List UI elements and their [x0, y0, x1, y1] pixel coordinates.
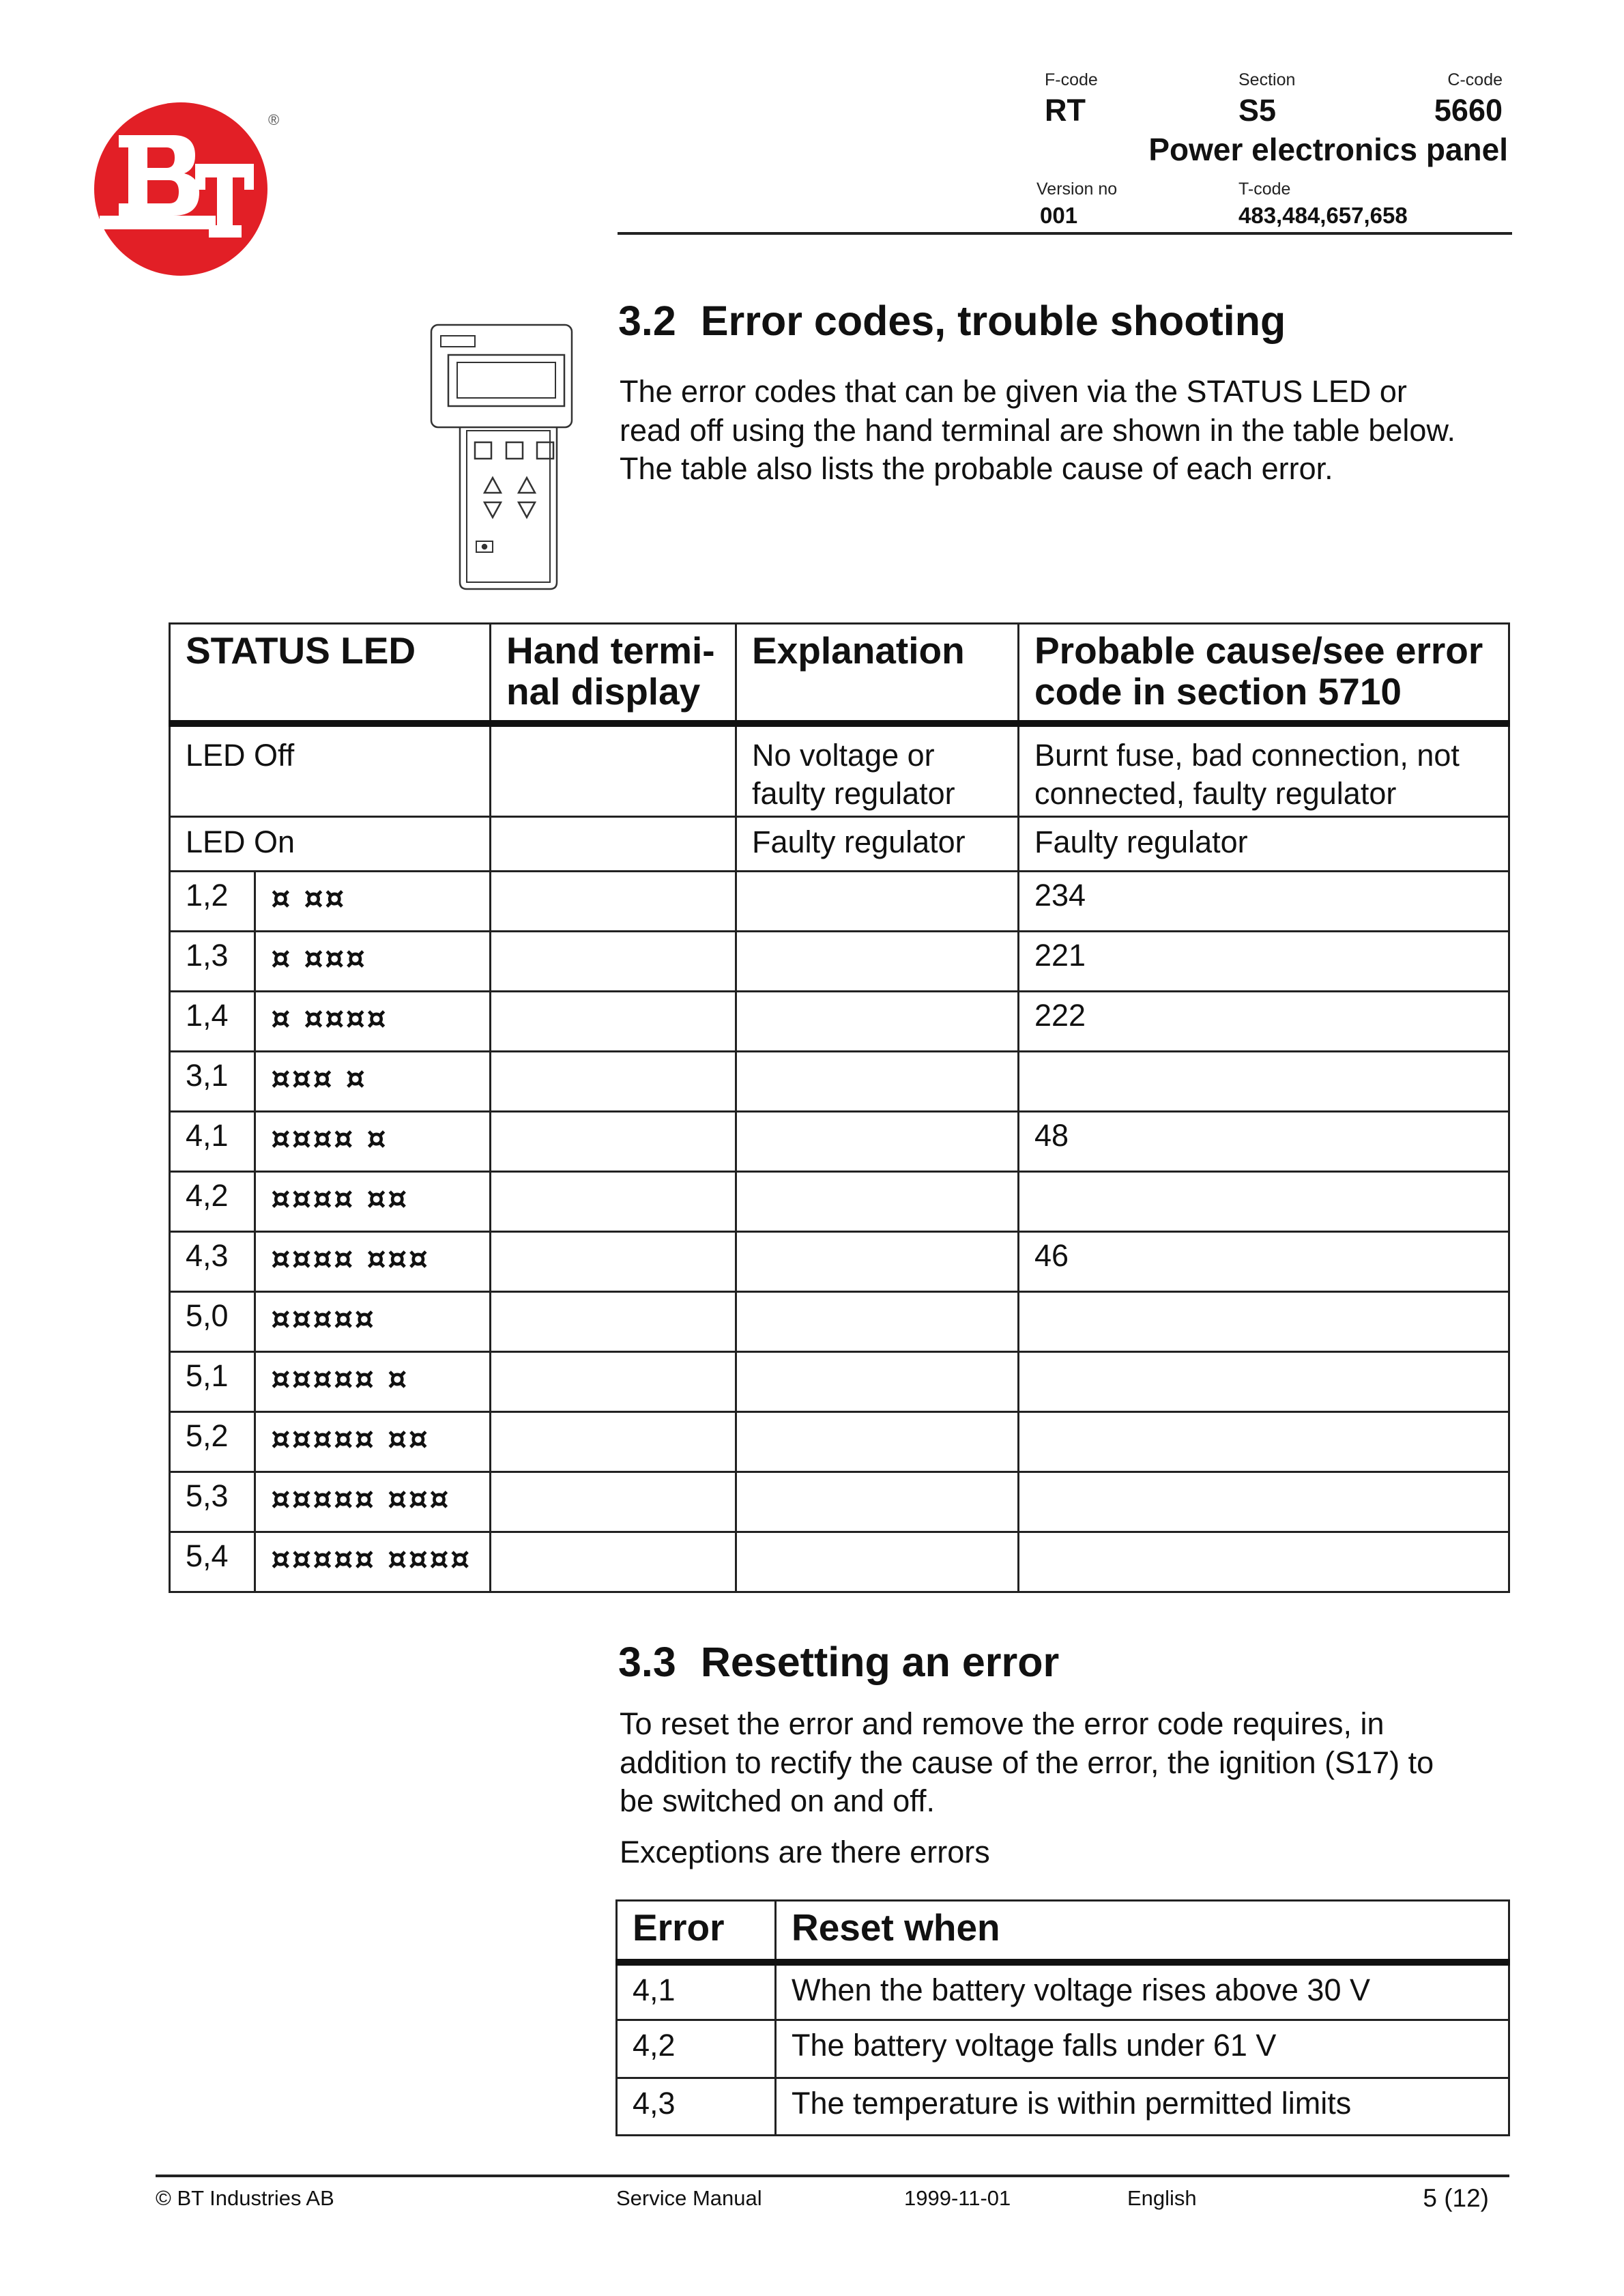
hand-terminal-cell [491, 1172, 736, 1232]
table-row [170, 817, 1509, 872]
error-code-cell: 5,2 [170, 1412, 255, 1472]
version-label: Version no [1036, 180, 1118, 199]
cause-cell [1019, 723, 1509, 817]
section-number: 3.2 [618, 298, 676, 344]
table-row [617, 1962, 1509, 2020]
header-hand-terminal [491, 624, 736, 723]
reset-when-cell: When the battery voltage rises above 30 V [776, 1962, 1509, 2020]
terminal-top-housing [431, 325, 572, 427]
table-row [170, 723, 1509, 817]
cell-line: Burnt fuse, bad connection, not [1034, 737, 1460, 773]
error-code-cell: 1,2 [170, 872, 255, 932]
header-error: Error [617, 1901, 776, 1962]
explanation-cell [736, 992, 1019, 1052]
header-line: Hand termi- [506, 629, 715, 672]
error-code-table [169, 622, 1510, 1593]
hand-terminal-cell [491, 1292, 736, 1352]
error-cell: 4,2 [617, 2020, 776, 2078]
table-row [170, 1352, 1509, 1412]
table-row [170, 1472, 1509, 1532]
cause-cell: 234 [1019, 872, 1509, 932]
paragraph-line: be switched on and off. [620, 1783, 935, 1818]
header-status-led: STATUS LED [170, 624, 491, 723]
section-title: Resetting an error [700, 1639, 1060, 1685]
header-reset-when: Reset when [776, 1901, 1509, 1962]
footer-copyright: © BT Industries AB [156, 2186, 334, 2210]
explanation-cell [736, 1292, 1019, 1352]
table-row [170, 1412, 1509, 1472]
blink-pattern-cell: ¤ ¤¤¤¤ [255, 992, 491, 1052]
blink-pattern-cell: ¤¤¤¤ ¤ [255, 1112, 491, 1172]
explanation-cell [736, 1412, 1019, 1472]
hand-terminal-cell [491, 1472, 736, 1532]
terminal-display-screen [457, 362, 555, 398]
section-number: 3.3 [618, 1639, 676, 1685]
footer-page-number: 5 (12) [1423, 2184, 1489, 2212]
explanation-cell [736, 723, 1019, 817]
paragraph-line: To reset the error and remove the error code requires, in [620, 1706, 1384, 1741]
paragraph-line: read off using the hand terminal are shown in the table below. [620, 412, 1455, 448]
section-3-2-heading [618, 297, 1286, 345]
section-3-3-paragraph [620, 1705, 1434, 1821]
section-title: Error codes, trouble shooting [700, 298, 1286, 344]
hand-terminal-cell [491, 872, 736, 932]
cause-cell [1019, 1352, 1509, 1412]
status-cell: LED On [170, 817, 491, 872]
explanation-cell [736, 1232, 1019, 1292]
table-row [170, 1532, 1509, 1592]
paragraph-line: The table also lists the probable cause of each error. [620, 451, 1333, 486]
table-row [617, 2078, 1509, 2136]
blink-pattern-cell: ¤ ¤¤¤ [255, 932, 491, 992]
cause-cell [1019, 1052, 1509, 1112]
cause-cell: 221 [1019, 932, 1509, 992]
blink-pattern-cell: ¤¤¤¤¤ [255, 1292, 491, 1352]
terminal-up-arrow-left [484, 478, 501, 493]
terminal-key-1 [475, 442, 491, 459]
reset-when-cell: The battery voltage falls under 61 V [776, 2020, 1509, 2078]
logo-underline [100, 216, 216, 229]
header-probable-cause [1019, 624, 1509, 723]
explanation-cell [736, 1472, 1019, 1532]
error-code-cell: 5,1 [170, 1352, 255, 1412]
cause-cell [1019, 1532, 1509, 1592]
error-cell: 4,3 [617, 2078, 776, 2136]
explanation-cell [736, 932, 1019, 992]
explanation-cell: Faulty regulator [736, 817, 1019, 872]
header-explanation: Explanation [736, 624, 1019, 723]
hand-terminal-cell [491, 932, 736, 992]
terminal-key-2 [506, 442, 523, 459]
blink-pattern-cell: ¤¤¤¤¤ ¤¤¤¤ [255, 1532, 491, 1592]
error-cell: 4,1 [617, 1962, 776, 2020]
reset-conditions-table [615, 1899, 1510, 2136]
bt-logo [93, 101, 269, 277]
cause-cell [1019, 1412, 1509, 1472]
reset-when-cell: The temperature is within permitted limits [776, 2078, 1509, 2136]
cause-cell [1019, 1472, 1509, 1532]
footer-divider [156, 2175, 1509, 2177]
hand-terminal-illustration [424, 319, 575, 592]
hand-terminal-cell [491, 1352, 736, 1412]
exceptions-text: Exceptions are there errors [620, 1835, 990, 1869]
error-code-cell: 1,3 [170, 932, 255, 992]
terminal-label-plate [441, 336, 475, 347]
error-code-cell: 5,3 [170, 1472, 255, 1532]
section-3-2-paragraph [620, 373, 1455, 489]
explanation-cell [736, 1172, 1019, 1232]
hand-terminal-cell [491, 817, 736, 872]
table-header-row [617, 1901, 1509, 1962]
registered-trademark-mark: ® [268, 111, 280, 128]
hand-terminal-cell [491, 1412, 736, 1472]
version-value: 001 [1040, 203, 1078, 228]
cause-cell: 46 [1019, 1232, 1509, 1292]
header-line: nal display [506, 670, 701, 713]
cause-cell [1019, 1172, 1509, 1232]
blink-pattern-cell: ¤¤¤¤¤ ¤¤¤ [255, 1472, 491, 1532]
status-cell: LED Off [170, 723, 491, 817]
table-row [170, 1232, 1509, 1292]
blink-pattern-cell: ¤¤¤¤ ¤¤ [255, 1172, 491, 1232]
cause-cell: 222 [1019, 992, 1509, 1052]
section-label: Section [1238, 70, 1296, 89]
explanation-cell [736, 1532, 1019, 1592]
table-row [170, 1172, 1509, 1232]
cause-cell [1019, 1292, 1509, 1352]
f-code-value: RT [1045, 93, 1086, 128]
terminal-key-3 [537, 442, 553, 459]
t-code-label: T-code [1238, 180, 1291, 199]
blink-pattern-cell: ¤¤¤¤¤ ¤¤ [255, 1412, 491, 1472]
error-code-cell: 5,4 [170, 1532, 255, 1592]
header-line: code in section 5710 [1034, 670, 1402, 713]
hand-terminal-cell [491, 1532, 736, 1592]
hand-terminal-cell [491, 723, 736, 817]
terminal-led [482, 545, 487, 549]
hand-terminal-cell [491, 992, 736, 1052]
paragraph-line: The error codes that can be given via the STATUS LED or [620, 374, 1407, 409]
cell-line: connected, faulty regulator [1034, 775, 1397, 811]
error-code-cell: 3,1 [170, 1052, 255, 1112]
table-row [617, 2020, 1509, 2078]
blink-pattern-cell: ¤ ¤¤ [255, 872, 491, 932]
error-code-cell: 4,3 [170, 1232, 255, 1292]
error-code-cell: 1,4 [170, 992, 255, 1052]
terminal-down-arrow-left [484, 502, 501, 517]
blink-pattern-cell: ¤¤¤¤¤ ¤ [255, 1352, 491, 1412]
hand-terminal-cell [491, 1112, 736, 1172]
section-3-3-heading [618, 1638, 1059, 1686]
table-row [170, 872, 1509, 932]
error-code-cell: 4,2 [170, 1172, 255, 1232]
footer-language: English [1127, 2186, 1197, 2210]
table-row [170, 992, 1509, 1052]
blink-pattern-cell: ¤¤¤¤ ¤¤¤ [255, 1232, 491, 1292]
error-code-cell: 4,1 [170, 1112, 255, 1172]
blink-pattern-cell: ¤¤¤ ¤ [255, 1052, 491, 1112]
explanation-cell [736, 1052, 1019, 1112]
footer-document-type: Service Manual [616, 2186, 762, 2210]
cause-cell: 48 [1019, 1112, 1509, 1172]
table-row [170, 1292, 1509, 1352]
explanation-cell [736, 1352, 1019, 1412]
table-row [170, 932, 1509, 992]
header-divider [618, 232, 1512, 235]
section-value: S5 [1238, 93, 1277, 128]
explanation-cell [736, 1112, 1019, 1172]
hand-terminal-cell [491, 1232, 736, 1292]
document-title: Power electronics panel [1148, 132, 1508, 167]
explanation-cell [736, 872, 1019, 932]
table-row [170, 1052, 1509, 1112]
error-code-cell: 5,0 [170, 1292, 255, 1352]
c-code-label: C-code [1447, 70, 1503, 89]
cell-line: No voltage or [752, 737, 935, 773]
table-header-row [170, 624, 1509, 723]
terminal-down-arrow-right [519, 502, 535, 517]
header-line: Probable cause/see error [1034, 629, 1483, 672]
c-code-value: 5660 [1434, 93, 1503, 128]
paragraph-line: addition to rectify the cause of the error, the ignition (S17) to [620, 1745, 1434, 1780]
cell-line: faulty regulator [752, 775, 955, 811]
terminal-up-arrow-right [519, 478, 535, 493]
cause-cell: Faulty regulator [1019, 817, 1509, 872]
t-code-value: 483,484,657,658 [1238, 203, 1408, 228]
footer-date: 1999-11-01 [904, 2186, 1011, 2210]
table-row [170, 1112, 1509, 1172]
hand-terminal-cell [491, 1052, 736, 1112]
logo-letter-b [119, 135, 199, 216]
f-code-label: F-code [1045, 70, 1098, 89]
